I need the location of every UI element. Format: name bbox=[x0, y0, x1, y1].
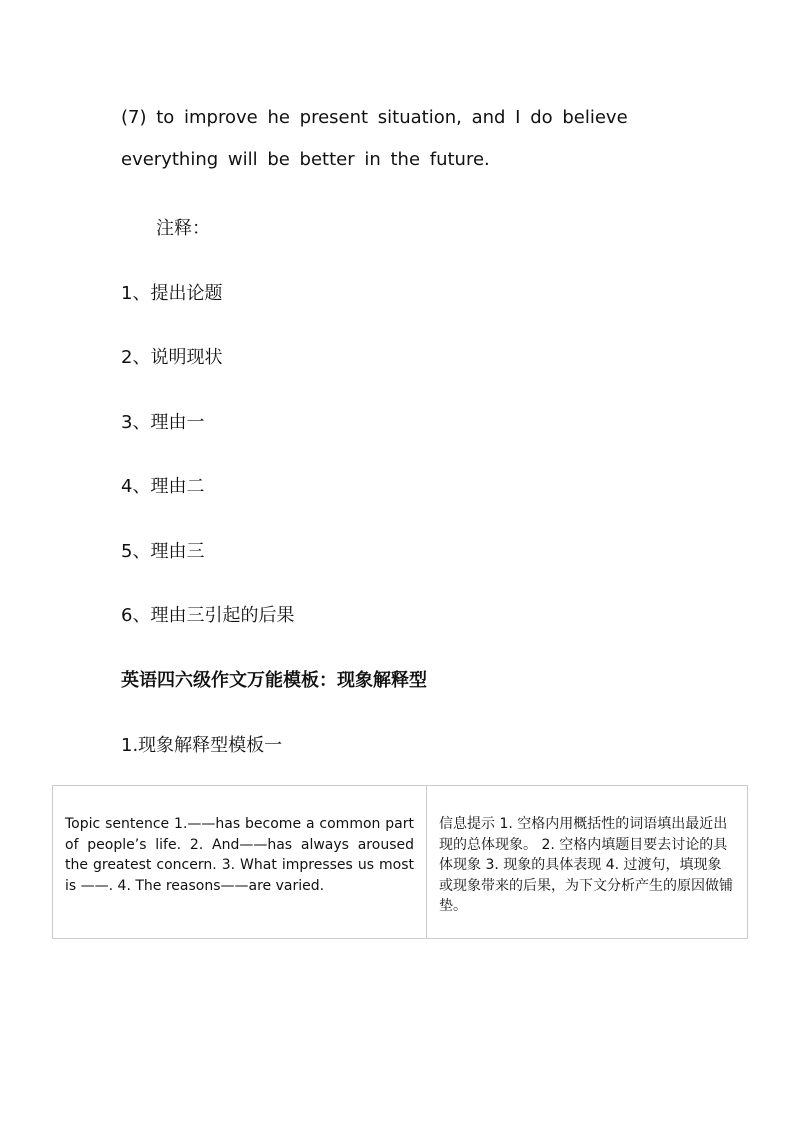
note-item-4: 4、理由二 bbox=[121, 476, 205, 497]
note-item-2: 2、说明现状 bbox=[121, 347, 223, 368]
note-item-5: 5、理由三 bbox=[121, 541, 205, 562]
note-item-1: 1、提出论题 bbox=[121, 283, 223, 304]
note-item-6: 6、理由三引起的后果 bbox=[121, 605, 295, 626]
section-heading: 英语四六级作文万能模板：现象解释型 bbox=[121, 670, 427, 691]
paragraph-line-2: everything will be better in the future. bbox=[121, 149, 490, 170]
table-cell-hints: 信息提示 1. 空格内用概括性的词语填出最近出现的总体现象。 2. 空格内填题目要去讨论的具体现象 3. 现象的具体表现 4. 过渡句，填现象或现象带来的后果，为下文分析产生的原因做铺垫。 bbox=[439, 816, 733, 914]
notes-label: 注释： bbox=[156, 218, 210, 239]
paragraph-line-1: (7) to improve he present situation, and I do believe bbox=[121, 107, 628, 128]
template-table bbox=[52, 785, 748, 939]
subheading: 1.现象解释型模板一 bbox=[121, 735, 283, 756]
note-item-3: 3、理由一 bbox=[121, 412, 205, 433]
table-cell-template-text: Topic sentence 1.——has become a common part of people’s life. 2. And——has always aroused the greatest concern. 3. What impresses us most is ——. 4. The reasons——are varied. bbox=[53, 786, 427, 938]
